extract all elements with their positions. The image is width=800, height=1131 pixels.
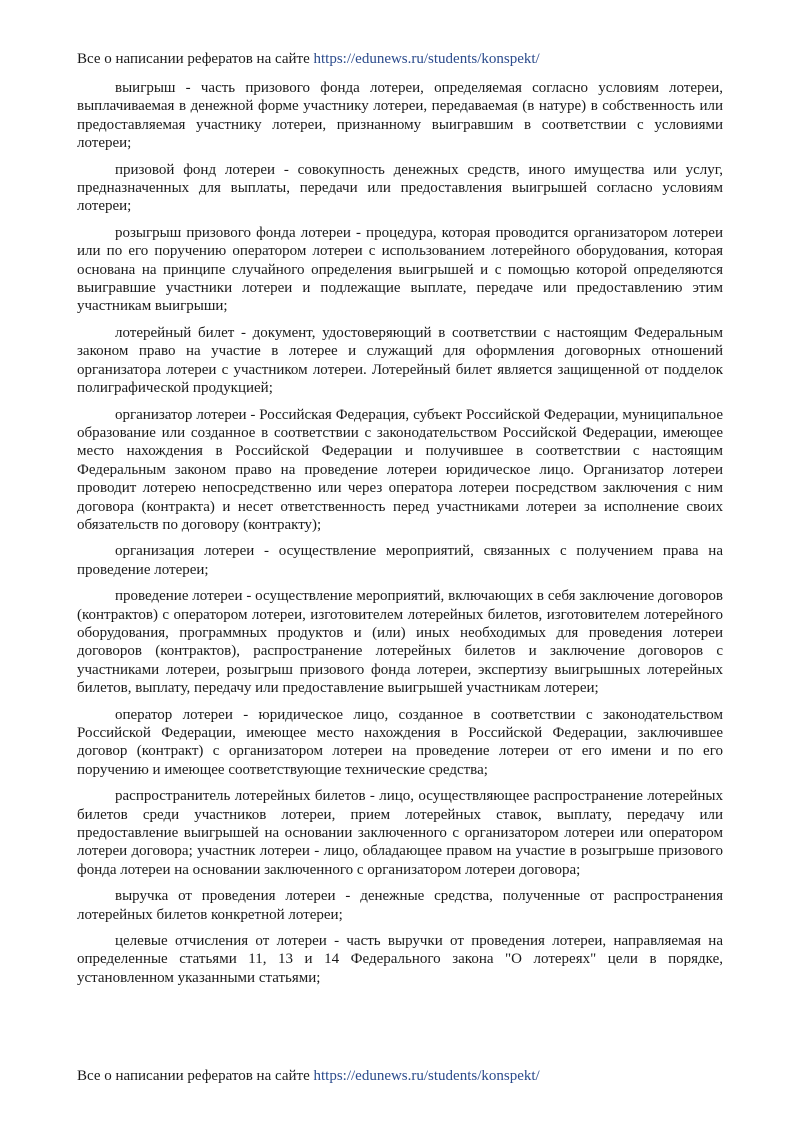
header-prefix: Все о написании рефератов на сайте [77,51,314,67]
paragraph-organization: организация лотереи - осуществление мероприятий, связанных с получением права на проведение лотереи; [77,543,723,578]
paragraph-prize: выигрыш - часть призового фонда лотереи, определяемая согласно условиям лотереи, выплачиваемая в денежной форме участнику лотереи, передаваемая (в натуре) в собственность или предоставляемая участнику лотереи, признанному выигравшим в соответствии с условиями лотереи; [77,80,723,152]
paragraph-conduct: проведение лотереи - осуществление мероприятий, включающих в себя заключение договоров (контрактов) с оператором лотереи, изготовителем лотерейных билетов, изготовителем лотерейного оборудования, программных продуктов и (или) иных необходимых для проведения лотереи договоров (контрактов), распространение лотерейных билетов и заключение договоров с участниками лотереи, розыгрыш призового фонда лотереи, экспертизу выигрышных лотерейных билетов, выплату, передачу или предоставление выигрышей участникам лотереи; [77,588,723,697]
document-body [77,79,723,995]
header-link[interactable]: https://edunews.ru/students/konspekt/ [313,51,540,67]
paragraph-revenue: выручка от проведения лотереи - денежные средства, полученные от распространения лотерейных билетов конкретной лотереи; [77,888,723,923]
paragraph-operator: оператор лотереи - юридическое лицо, созданное в соответствии с законодательством Российской Федерации, имеющее место нахождения в Российской Федерации, заключившее договор (контракт) с организатором лотереи на проведение лотереи от его имени и по его поручению и имеющее соответствующие технические средства; [77,706,723,778]
paragraph-prize-draw: розыгрыш призового фонда лотереи - процедура, которая проводится организатором лотереи или по его поручению оператором лотереи с использованием лотерейного оборудования, которая основана на принципе случайного определения выигрышей и с помощью которой определяются выигравшие участники лотереи и подлежащие выплате, передаче или предоставлению этим участникам выигрыши; [77,224,723,315]
paragraph-deductions: целевые отчисления от лотереи - часть выручки от проведения лотереи, направляемая на определенные статьями 11, 13 и 14 Федерального закона "О лотереях" цели в порядке, установленном указанными статьями; [77,933,723,986]
page-header [77,50,540,68]
page-footer [77,1067,540,1085]
paragraph-lottery-ticket: лотерейный билет - документ, удостоверяющий в соответствии с настоящим Федеральным законом право на участие в лотерее и служащий для оформления договорных отношений организатора лотереи с участником лотереи. Лотерейный билет является защищенной от подделок полиграфической продукцией; [77,324,723,397]
footer-prefix: Все о написании рефератов на сайте [77,1068,314,1084]
paragraph-distributor: распространитель лотерейных билетов - лицо, осуществляющее распространение лотерейных билетов среди участников лотереи, прием лотерейных ставок, выплату, передачу или предоставление выигрышей на основании заключенного с организатором лотереи или оператором лотереи договора; участник лотереи - лицо, обладающее правом на участие в розыгрыше призового фонда лотереи на основании заключенного с организатором лотереи договора; [77,788,723,878]
paragraph-prize-fund: призовой фонд лотереи - совокупность денежных средств, иного имущества или услуг, предназначенных для выплаты, передачи или предоставления выигрышей согласно условиям лотереи; [77,161,723,215]
paragraph-organizer: организатор лотереи - Российская Федерация, субъект Российской Федерации, муниципальное образование или созданное в соответствии с законодательством Российской Федерации, имеющее место нахождения в Российской Федерации и получившее в соответствии с настоящим Федеральным законом право на проведение лотереи юридическое лицо. Организатор лотереи проводит лотерею непосредственно или через оператора лотереи посредством заключения с ним договора (контракта) и несет ответственность перед участниками лотереи за исполнение своих обязательств по договору (контракту); [77,406,723,533]
footer-link[interactable]: https://edunews.ru/students/konspekt/ [313,1068,540,1084]
